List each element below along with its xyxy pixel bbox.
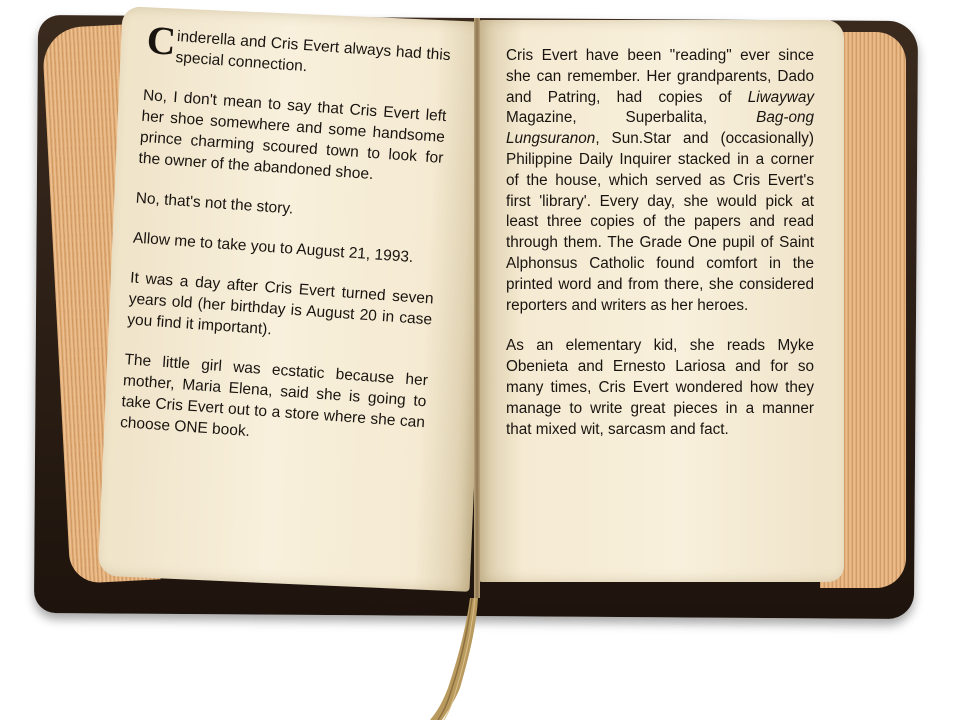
left-paragraph-1: Cinderella and Cris Evert always had this special connection. [145,17,452,76]
drop-cap: C [145,17,178,64]
left-paragraph-5: It was a day after Cris Evert turned seven years old (her birthday is August 20 in case you find it important). [126,269,435,339]
left-page-text [118,17,452,473]
right-page-text [506,46,814,460]
right-paragraph-1: Cris Evert have been "reading" ever since she can remember. Her grandparents, Dado and Patring, had copies of Liwayway Magazine, Superbalita, Bag-ong Lungsuranon, Sun.Star and (occasionally) Philippine Daily Inquirer stacked in a corner of the house, which served as Cris Evert's first 'library'. Every day, she would pick at least three copies of the papers and read through them. The Grade One pupil of Saint Alphonsus Catholic found comfort in the printed word and from there, she considered reporters and writers as her heroes. [506,47,814,314]
left-paragraph-2: No, I don't mean to say that Cris Evert left her shoe somewhere and some handsome prince charming scoured town to look for the owner of the abandoned shoe. [138,86,447,184]
left-paragraph-4: Allow me to take you to August 21, 1993. [132,229,414,267]
left-paragraph-3: No, that's not the story. [135,189,294,218]
bookmark-ribbon [418,598,488,720]
right-paragraph-2: As an elementary kid, she reads Myke Obenieta and Ernesto Lariosa and for so many times, Cris Evert wondered how they manage to write great pieces in a manner that mixed wit, sarcasm and fact. [506,337,814,438]
book-spine [474,18,480,598]
left-paragraph-6: The little girl was ecstatic because her mother, Maria Elena, said she is going to take Cris Evert out to a store where she can choose ONE book. [119,351,429,441]
